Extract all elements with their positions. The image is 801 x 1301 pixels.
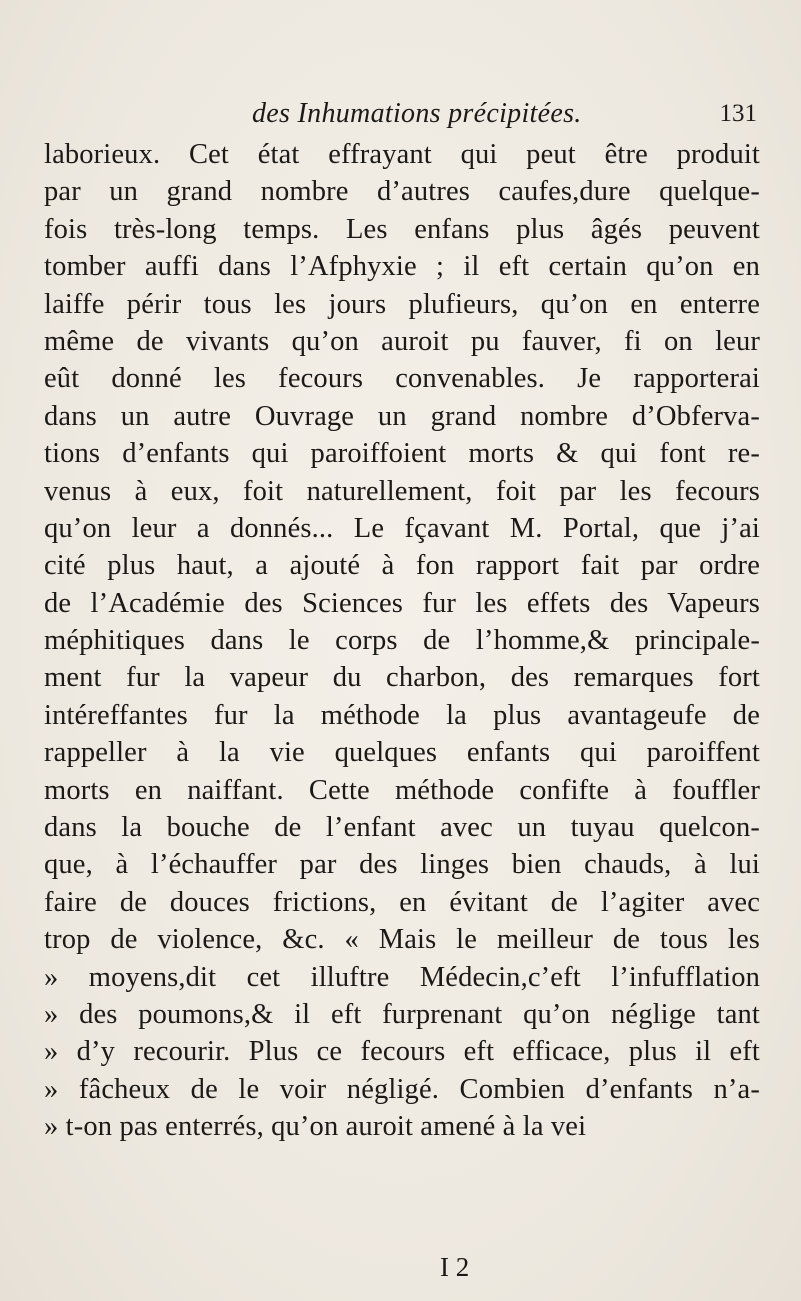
signature-mark: I 2 [440,1252,470,1282]
page-header [252,98,757,138]
text-line: » moyens,dit cet illuftre Médecin,c’eft l’infufflation [44,961,760,993]
page-number: 131 [719,100,757,127]
text-line: » d’y recourir. Plus ce fecours eft efficace, plus il eft [44,1036,760,1068]
body-text [44,136,760,1146]
text-line: fois très-long temps. Les enfans plus âgés peuvent [44,213,760,245]
text-line: » t-on pas enterrés, qu’on auroit amené à la vei [44,1111,587,1143]
text-line: méphitiques dans le corps de l’homme,& principale- [44,625,760,657]
text-line: venus à eux, foit naturellement, foit par les fecours [44,475,760,507]
text-line: tions d’enfants qui paroiffoient morts & qui font re- [44,438,760,470]
text-line: dans la bouche de l’enfant avec un tuyau quelcon- [44,812,760,844]
text-line: laiffe périr tous les jours plufieurs, qu’on en enterre [44,288,760,320]
running-title: des Inhumations précipitées. [252,98,582,129]
text-line: par un grand nombre d’autres caufes,dure quelque- [44,176,760,208]
text-line: intéreffantes fur la méthode la plus avantageufe de [44,699,760,731]
text-line: cité plus haut, a ajouté à fon rapport fait par ordre [44,550,760,582]
text-line: » des poumons,& il eft furprenant qu’on néglige tant [44,998,760,1030]
text-line: eût donné les fecours convenables. Je rapporterai [44,363,760,395]
text-line: » fâcheux de le voir négligé. Combien d’enfants n’a- [44,1073,760,1105]
text-line: dans un autre Ouvrage un grand nombre d’Obferva- [44,400,760,432]
text-line: morts en naiffant. Cette méthode confifte à fouffler [44,774,760,806]
text-line: même de vivants qu’on auroit pu fauver, fi on leur [44,325,760,357]
text-line: que, à l’échauffer par des linges bien chauds, à lui [44,849,760,881]
text-line: faire de douces frictions, en évitant de l’agiter avec [44,886,760,918]
text-line: de l’Académie des Sciences fur les effets des Vapeurs [44,587,760,619]
text-line: rappeller à la vie quelques enfants qui paroiffent [44,737,760,769]
text-line: trop de violence, &c. « Mais le meilleur de tous les [44,924,760,956]
text-line: tomber auffi dans l’Afphyxie ; il eft certain qu’on en [44,251,760,283]
text-line: ment fur la vapeur du charbon, des remarques fort [44,662,760,694]
text-line: qu’on leur a donnés... Le fçavant M. Portal, que j’ai [44,512,760,544]
text-line: laborieux. Cet état effrayant qui peut être produit [44,139,760,170]
